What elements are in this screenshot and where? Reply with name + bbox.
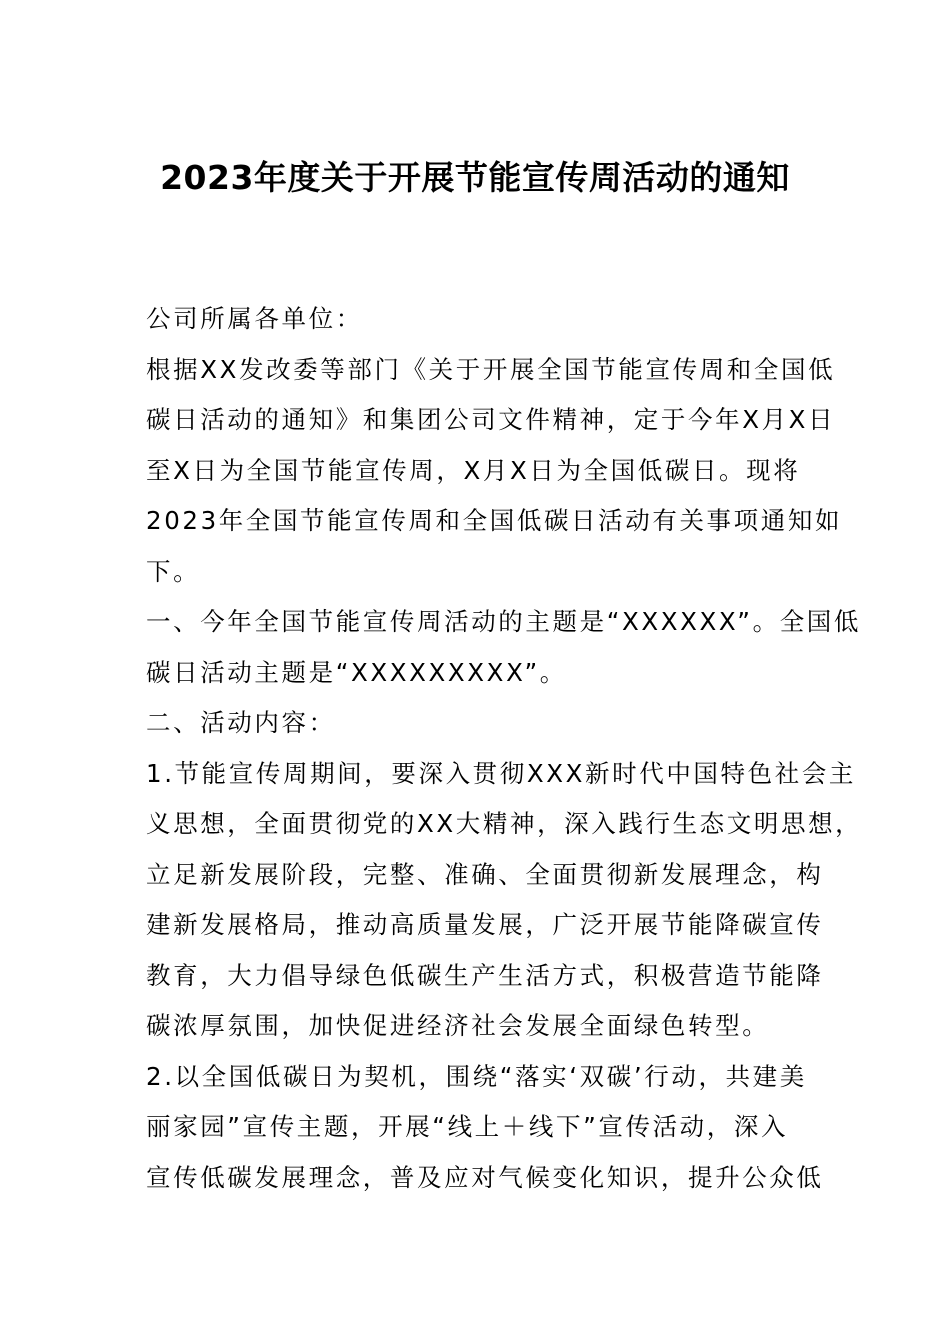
item-one-line: 教育，大力倡导绿色低碳生产生活方式，积极营造节能降 (146, 960, 824, 990)
paragraph-line: 碳日活动的通知》和集团公司文件精神，定于今年X月X日 (146, 405, 836, 434)
section-two-heading: 二、活动内容： (146, 708, 336, 737)
section-one-line: 一、今年全国节能宣传周活动的主题是“XXXXXX”。全国低 (146, 607, 861, 636)
document-body (146, 294, 863, 1203)
item-one-line: 立足新发展阶段，完整、准确、全面贯彻新发展理念，构 (146, 859, 824, 889)
item-one-line: 建新发展格局，推动高质量发展，广泛开展节能降碳宣传 (146, 910, 824, 939)
item-one-line: 1.节能宣传周期间，要深入贯彻XXX新时代中国特色社会主 (146, 758, 857, 788)
paragraph-line: 至X日为全国节能宣传周，X月X日为全国低碳日。现将 (146, 455, 801, 485)
item-one-line: 碳浓厚氛围，加快促进经济社会发展全面绿色转型。 (146, 1011, 770, 1040)
section-one-line: 碳日活动主题是“XXXXXXXXX”。 (146, 657, 567, 687)
salutation-line: 公司所属各单位： (146, 304, 363, 333)
item-two-line: 丽家园”宣传主题，开展“线上＋线下”宣传活动，深入 (146, 1112, 789, 1141)
paragraph-line: 根据XX发改委等部门《关于开展全国节能宣传周和全国低 (146, 354, 836, 384)
item-one-line: 义思想，全面贯彻党的XX大精神，深入践行生态文明思想， (146, 809, 863, 838)
paragraph-line: 2023年全国节能宣传周和全国低碳日活动有关事项通知如 (146, 506, 843, 535)
item-two-line: 宣传低碳发展理念，普及应对气候变化知识，提升公众低 (146, 1162, 824, 1192)
paragraph-line: 下。 (146, 556, 201, 586)
document-title: 2023年度关于开展节能宣传周活动的通知 (160, 158, 790, 197)
item-two-line: 2.以全国低碳日为契机，围绕“落实‘双碳’行动，共建美 (146, 1061, 807, 1091)
